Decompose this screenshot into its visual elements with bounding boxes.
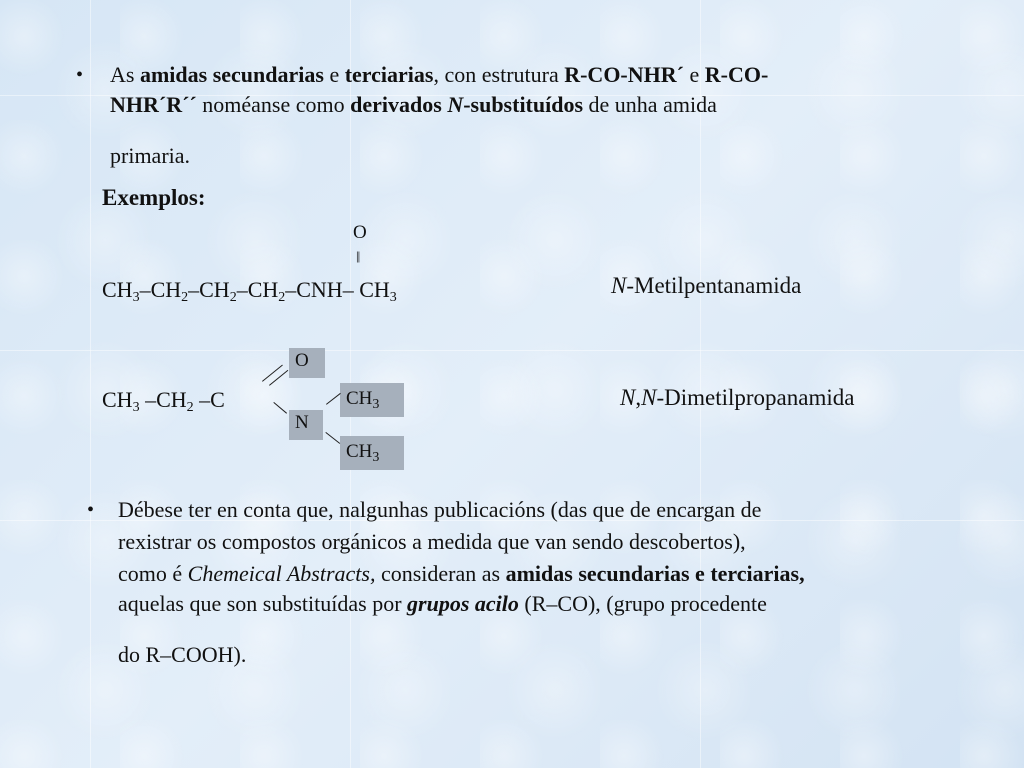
subscript: 3	[389, 290, 397, 305]
text: -Dimetilpropanamida	[656, 385, 855, 410]
double-bond-line	[262, 365, 283, 382]
subscript: 2	[181, 290, 189, 305]
italic-text: N	[611, 273, 627, 298]
background-line	[0, 350, 1024, 351]
paragraph-line	[118, 591, 767, 617]
examples-heading: Exemplos:	[102, 185, 206, 210]
compound-name-2	[620, 385, 854, 411]
subscript: 3	[132, 400, 140, 415]
structural-formula-2	[102, 387, 225, 413]
formula-part: –CH	[236, 277, 279, 302]
formula-part: –CH	[139, 277, 182, 302]
text: (R–CO), (grupo procedente	[518, 591, 767, 616]
text: ,	[635, 385, 642, 410]
bold-text: R-CO-NHR´	[564, 62, 684, 87]
text: noméanse como	[196, 92, 351, 117]
formula-part: CH	[102, 277, 133, 302]
bold-text: R-CO-	[704, 62, 769, 87]
text: As	[110, 62, 140, 87]
paragraph-line	[110, 92, 717, 118]
formula-part: –CH	[188, 277, 230, 302]
paragraph-line: primaria.	[110, 143, 191, 168]
paragraph-line: do R–COOH).	[118, 642, 247, 667]
background-line	[90, 0, 91, 768]
bold-text: amidas secundarias	[139, 62, 324, 87]
oxygen-label: O	[289, 348, 325, 378]
italic-bold-text: N	[447, 92, 464, 117]
formula-part: –CNH– CH	[285, 277, 390, 302]
italic-bold-text: grupos acilo	[407, 591, 519, 616]
paragraph-line	[110, 62, 768, 88]
subscript: 3	[372, 397, 380, 412]
formula-part: –C	[193, 387, 225, 412]
bold-text: NHR´R´´	[110, 92, 197, 117]
methyl-label-2	[340, 436, 404, 470]
nitrogen-label: N	[289, 410, 323, 440]
subscript: 2	[186, 400, 194, 415]
formula-part: CH	[346, 388, 373, 409]
text: e	[683, 62, 705, 87]
text: aquelas que son substituídas por	[118, 591, 408, 616]
bullet-marker: •	[87, 499, 95, 521]
formula-part: CH	[346, 441, 373, 462]
italic-text: Chemeical Abstracts,	[187, 561, 376, 586]
italic-text: N	[620, 385, 636, 410]
bold-text: terciarias	[344, 62, 434, 87]
text: consideran as	[375, 561, 506, 586]
bold-text: -substituídos	[463, 92, 584, 117]
single-bond-line	[273, 402, 287, 414]
structural-formula-1	[102, 277, 397, 303]
formula-part: CH	[102, 387, 133, 412]
text: -Metilpentanamida	[626, 273, 802, 298]
bold-text: amidas secundarias e terciarias	[505, 561, 800, 586]
paragraph-line	[118, 561, 805, 587]
subscript: 2	[278, 290, 286, 305]
bold-text: ,	[799, 561, 805, 586]
paragraph-line: Débese ter en conta que, nalgunhas publicacións (das que de encargan de	[118, 497, 762, 522]
formula-part: –CH	[139, 387, 187, 412]
subscript: 2	[229, 290, 237, 305]
bold-text: derivados	[350, 92, 448, 117]
single-bond-line	[325, 432, 340, 444]
paragraph-line: rexistrar os compostos orgánicos a medida que van sendo descobertos),	[118, 529, 746, 554]
subscript: 3	[372, 450, 380, 465]
text: , con estrutura	[433, 62, 565, 87]
italic-text: N	[641, 385, 657, 410]
text: de unha amida	[583, 92, 717, 117]
bullet-marker: •	[76, 64, 84, 86]
double-bond-marker: ||	[356, 248, 360, 263]
single-bond-line	[326, 393, 341, 405]
carbonyl-oxygen: O	[353, 222, 367, 243]
compound-name-1	[611, 273, 801, 299]
subscript: 3	[132, 290, 140, 305]
text: como é	[118, 561, 188, 586]
text: e	[323, 62, 345, 87]
methyl-label-1	[340, 383, 404, 417]
